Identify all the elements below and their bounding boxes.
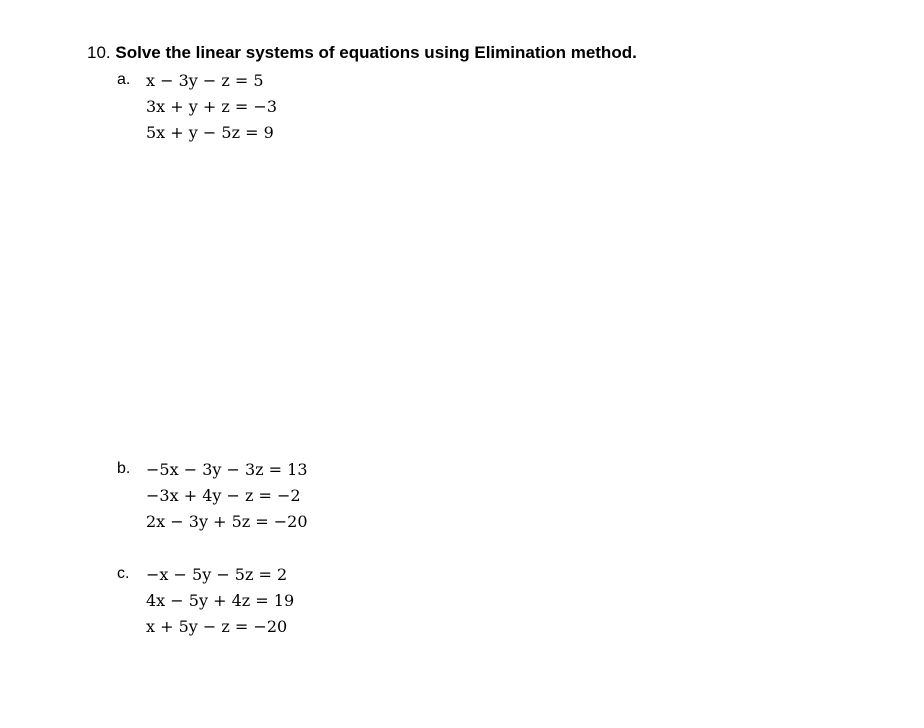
equation: −5x − 3y − 3z = 13 [146, 460, 308, 479]
part-c-equations [146, 562, 294, 640]
part-a-equations [146, 68, 277, 146]
equation: x − 3y − z = 5 [146, 71, 264, 90]
equation: −x − 5y − 5z = 2 [146, 565, 288, 584]
equation: −3x + 4y − z = −2 [146, 486, 301, 505]
part-b-equations [146, 457, 308, 535]
equation: 2x − 3y + 5z = −20 [146, 512, 308, 531]
part-b-label: b. [117, 460, 131, 477]
equation: 4x − 5y + 4z = 19 [146, 591, 295, 610]
question-heading [87, 42, 637, 64]
part-a-label: a. [117, 71, 131, 88]
equation: x + 5y − z = −20 [146, 617, 288, 636]
part-c-label: c. [117, 565, 130, 582]
question-number: 10. [87, 43, 111, 62]
equation: 5x + y − 5z = 9 [146, 123, 274, 142]
question-title: Solve the linear systems of equations using Elimination method. [115, 43, 637, 62]
equation: 3x + y + z = −3 [146, 97, 277, 116]
